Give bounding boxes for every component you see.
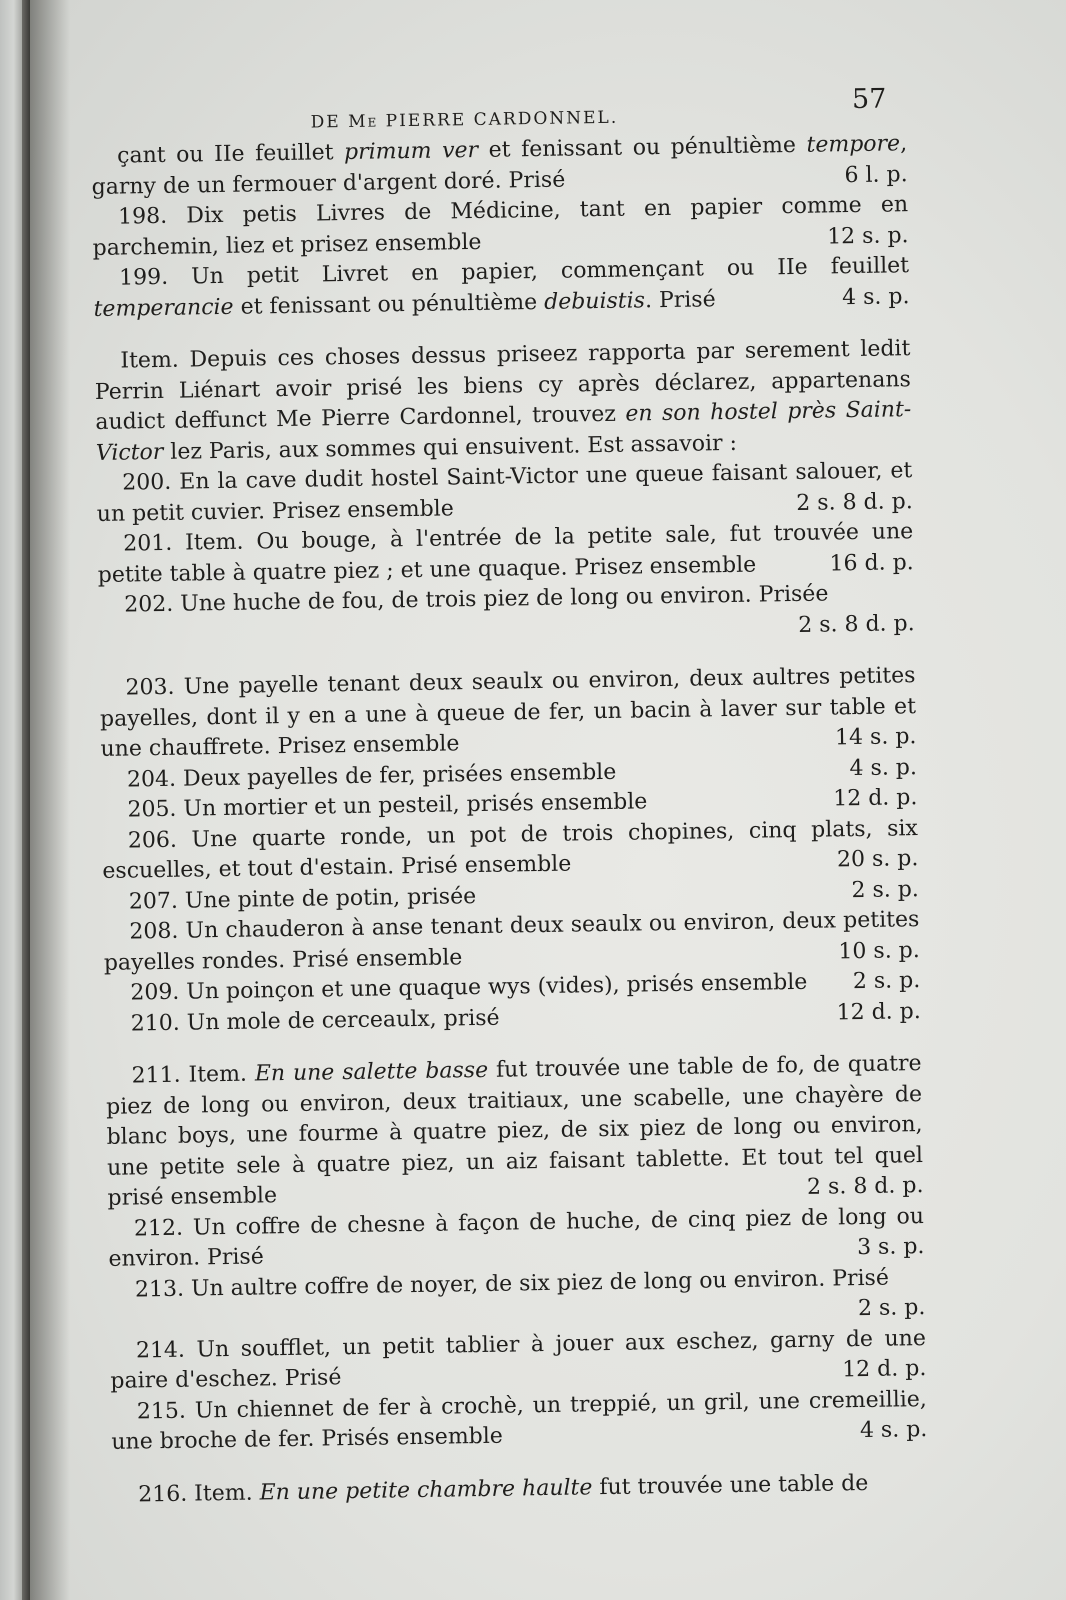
entry-text: 203. Une payelle tenant deux seaulx ou environ, deux aultres petites payelles, dont il y en a une à queue de fer, un bacin à laver sur table et une chauffrete. Prisez ensemble xyxy=(99,663,917,762)
entry-italic-text: tempore xyxy=(806,131,901,158)
entry-italic-text: En une petite chambre haulte xyxy=(259,1474,593,1506)
entry-italic-text: debuistis xyxy=(543,287,646,315)
entry-italic-text: en son hostel près Saint-Victor xyxy=(95,397,912,466)
entry-price: 6 l. p. xyxy=(844,161,908,188)
entry-text: 214. Un soufflet, un petit tablier à jouer aux eschez, garny de une paire d'eschez. Prisé xyxy=(110,1325,927,1394)
entry-price: 2 s. p. xyxy=(851,876,920,903)
entry-text: Item. Depuis ces choses dessus priseez rapporta par serement ledit Perrin Liénart avoir prisé les biens cy après déclarez, appartenans audict deffunct Me Pierre Cardonnel, trouvez xyxy=(94,336,911,435)
inventory-entry xyxy=(105,1049,923,1214)
entry-price: 12 d. p. xyxy=(836,998,921,1025)
entry-price: 12 d. p. xyxy=(833,785,918,812)
inventory-entry xyxy=(111,1385,928,1459)
entry-text: 202. Une huche de fou, de trois piez de long ou environ. Prisée xyxy=(124,581,829,618)
entry-price: 2 s. 8 d. p. xyxy=(806,1173,924,1200)
entry-text: 199. Un petit Livret en papier, commençant ou IIe feuillet xyxy=(118,253,910,291)
gutter-shadow xyxy=(30,0,70,1600)
entry-text: 201. Item. Ou bouge, à l'entrée de la petite sale, fut trouvée une petite table à quatre piez ; et une quaque. Prisez ensemble xyxy=(97,519,914,588)
entry-price: 12 d. p. xyxy=(842,1356,927,1383)
entry-text: lez Paris, aux sommes qui ensuivent. Est assavoir : xyxy=(163,430,738,465)
entry-text: 208. Un chauderon à anse tenant deux seaulx ou environ, deux petites payelles rondes. Prisé ensemble xyxy=(103,907,920,976)
entry-price: 4 s. p. xyxy=(859,1417,928,1444)
entry-italic-text: En une salette basse xyxy=(254,1057,489,1087)
entry-price: 2 s. p. xyxy=(857,1295,926,1322)
inventory-entry xyxy=(99,661,916,765)
entry-text: 207. Une pinte de potin, prisée xyxy=(128,883,477,914)
entry-text: 209. Un poinçon et une quaque wys (vides), prisés ensemble xyxy=(130,969,808,1006)
entry-text: et fenissant ou pénultième xyxy=(233,289,545,320)
entry-price: 20 s. p. xyxy=(836,846,919,873)
entry-text: , garny de un fermouer d'argent doré. Prisé xyxy=(91,131,908,200)
entry-text: çant ou IIe feuillet xyxy=(117,140,345,169)
entry-text: 206. Une quarte ronde, un pot de trois chopines, cinq plats, six escuelles, et tout d'estain. Prisé ensemble xyxy=(102,815,919,884)
page-fold-shadow xyxy=(22,0,30,1600)
entry-text: 204. Deux payelles de fer, prisées ensemble xyxy=(126,759,617,793)
entry-price: 4 s. p. xyxy=(849,754,918,781)
entry-price: 16 d. p. xyxy=(829,549,914,576)
entry-text: et fenissant ou pénultième xyxy=(477,132,807,163)
page-header xyxy=(90,67,907,142)
entry-text: 200. En la cave dudit hostel Saint-Victor une queue faisant salouer, et un petit cuvier. Prisez ensemble xyxy=(96,458,913,527)
entry-price: 12 s. p. xyxy=(827,222,909,249)
inventory-entry xyxy=(94,334,912,469)
page-text-block xyxy=(90,67,928,1511)
facing-page-edge xyxy=(0,0,30,1600)
entry-text: 216. Item. xyxy=(138,1480,260,1507)
entry-text: 210. Un mole de cerceaulx, prisé xyxy=(130,1005,500,1036)
entry-price: 3 s. p. xyxy=(856,1234,925,1261)
entry-text: fut trouvée une table de fo, de quatre piez de long ou environ, deux traitiaux, une scabelle, une chayère de blanc boys, une fourme à quatre piez, de six piez de long ou environ, une petite sele à quatre piez, un aiz faisant tablette. Et tout tel quel prisé ensemble xyxy=(105,1051,924,1211)
entry-italic-text: temperancie xyxy=(93,294,234,322)
entry-text: 198. Dix petis Livres de Médicine, tant en papier comme en parchemin, liez et prisez ensemble xyxy=(92,192,909,261)
entry-price: 14 s. p. xyxy=(834,724,917,751)
page-number: 57 xyxy=(851,83,887,116)
entry-text: . Prisé xyxy=(644,286,716,313)
clearfix xyxy=(99,639,915,652)
entry-text: fut trouvée une table de xyxy=(592,1470,869,1500)
entry-price: 2 s. p. xyxy=(852,968,921,995)
entry-text: 211. Item. xyxy=(131,1061,256,1089)
entry-price: 4 s. p. xyxy=(841,283,910,310)
entry-price: 10 s. p. xyxy=(838,937,920,964)
inventory-entry xyxy=(93,251,910,325)
entry-text: 205. Un mortier et un pesteil, prisés ensemble xyxy=(127,789,648,823)
entry-italic-text: primum ver xyxy=(343,137,479,166)
entry-price: 2 s. 8 d. p. xyxy=(798,610,915,638)
inventory-entries xyxy=(91,129,928,1511)
running-head: DE Me PIERRE CARDONNEL. xyxy=(310,107,619,133)
entry-text: 212. Un coffre de chesne à façon de huche, de cinq piez de long ou environ. Prisé xyxy=(108,1203,925,1272)
entry-price: 2 s. 8 d. p. xyxy=(796,488,913,516)
entry-text: 213. Un aultre coffre de noyer, de six piez de long ou environ. Prisé xyxy=(134,1265,890,1302)
entry-text: 215. Un chiennet de fer à crochè, un treppié, un gril, une cremeillie, une broche de fer. Prisés ensemble xyxy=(111,1386,928,1455)
